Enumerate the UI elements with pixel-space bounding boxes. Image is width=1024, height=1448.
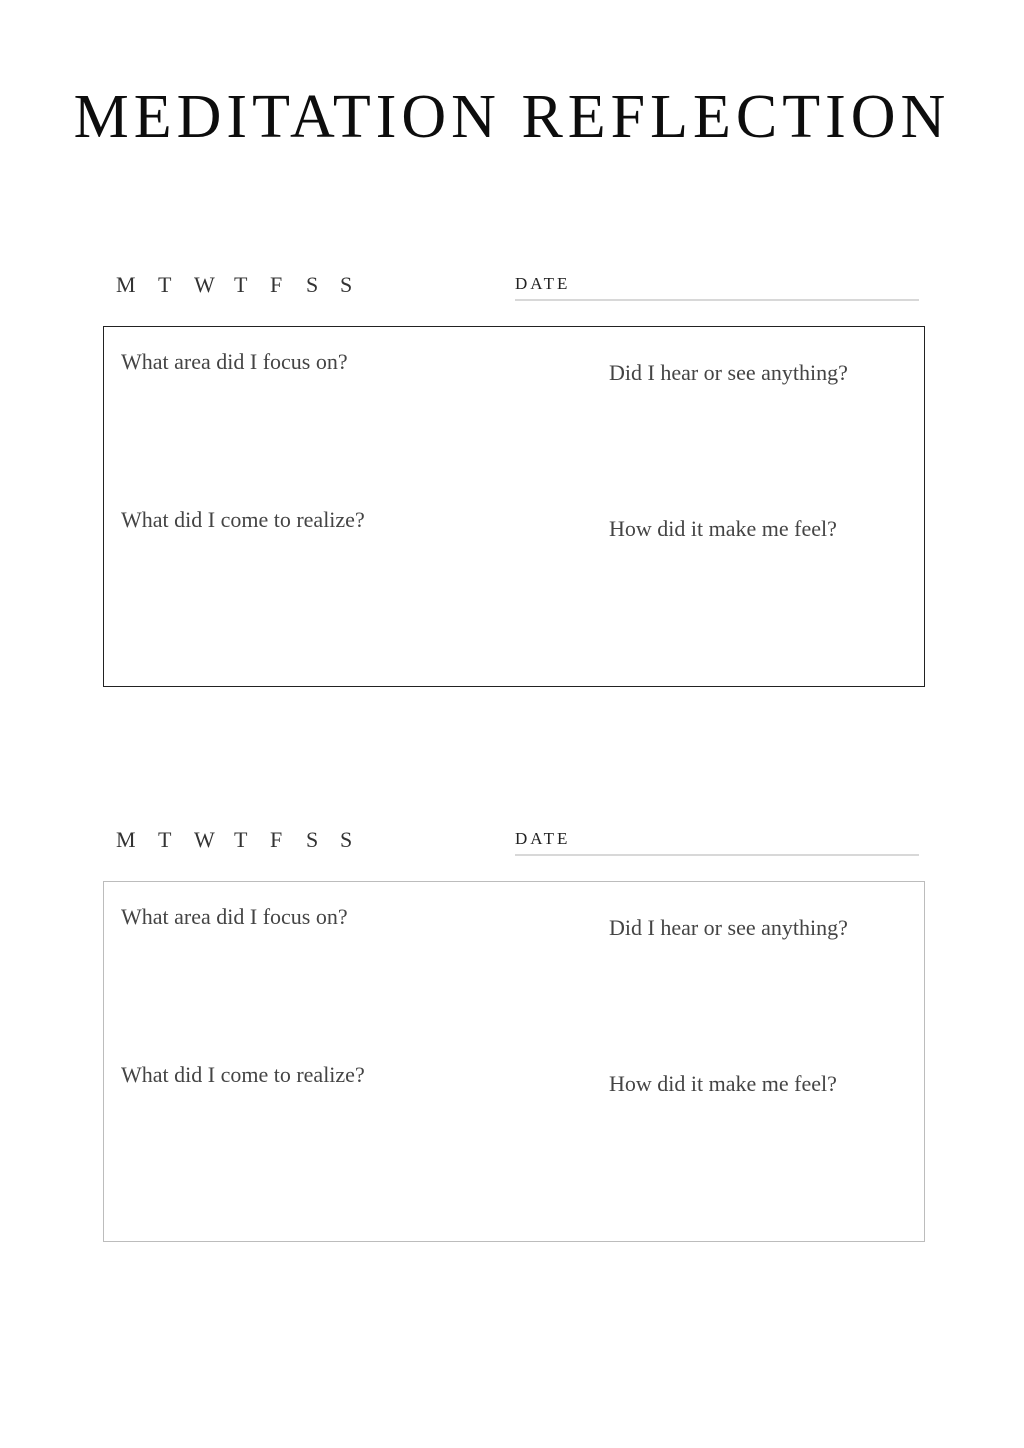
question-hear-see: Did I hear or see anything? xyxy=(609,360,848,385)
reflection-section-2 xyxy=(0,825,1024,1265)
weekday-sunday[interactable]: S xyxy=(340,272,353,297)
question-realization: What did I come to realize? xyxy=(121,507,365,532)
question-focus-area: What area did I focus on? xyxy=(121,349,348,374)
weekday-tuesday[interactable]: T xyxy=(158,827,172,852)
date-label: DATE xyxy=(515,829,571,848)
page-title: MEDITATION REFLECTION xyxy=(73,83,951,151)
weekday-friday[interactable]: F xyxy=(270,272,283,297)
weekday-thursday[interactable]: T xyxy=(234,827,248,852)
reflection-box xyxy=(103,881,925,1242)
weekday-wednesday[interactable]: W xyxy=(194,827,215,852)
weekday-monday[interactable]: M xyxy=(116,272,136,297)
question-hear-see: Did I hear or see anything? xyxy=(609,915,848,940)
weekday-wednesday[interactable]: W xyxy=(194,272,215,297)
weekday-friday[interactable]: F xyxy=(270,827,283,852)
question-feeling: How did it make me feel? xyxy=(609,516,837,541)
reflection-box xyxy=(103,326,925,687)
weekday-tuesday[interactable]: T xyxy=(158,272,172,297)
date-field[interactable] xyxy=(515,854,919,856)
date-field[interactable] xyxy=(515,299,919,301)
weekday-saturday[interactable]: S xyxy=(306,272,319,297)
weekday-selector xyxy=(116,270,376,300)
weekday-sunday[interactable]: S xyxy=(340,827,353,852)
question-focus-area: What area did I focus on? xyxy=(121,904,348,929)
weekday-selector xyxy=(116,825,376,855)
question-realization: What did I come to realize? xyxy=(121,1062,365,1087)
reflection-section-1 xyxy=(0,270,1024,710)
date-label: DATE xyxy=(515,274,571,293)
weekday-monday[interactable]: M xyxy=(116,827,136,852)
question-feeling: How did it make me feel? xyxy=(609,1071,837,1096)
weekday-saturday[interactable]: S xyxy=(306,827,319,852)
weekday-thursday[interactable]: T xyxy=(234,272,248,297)
